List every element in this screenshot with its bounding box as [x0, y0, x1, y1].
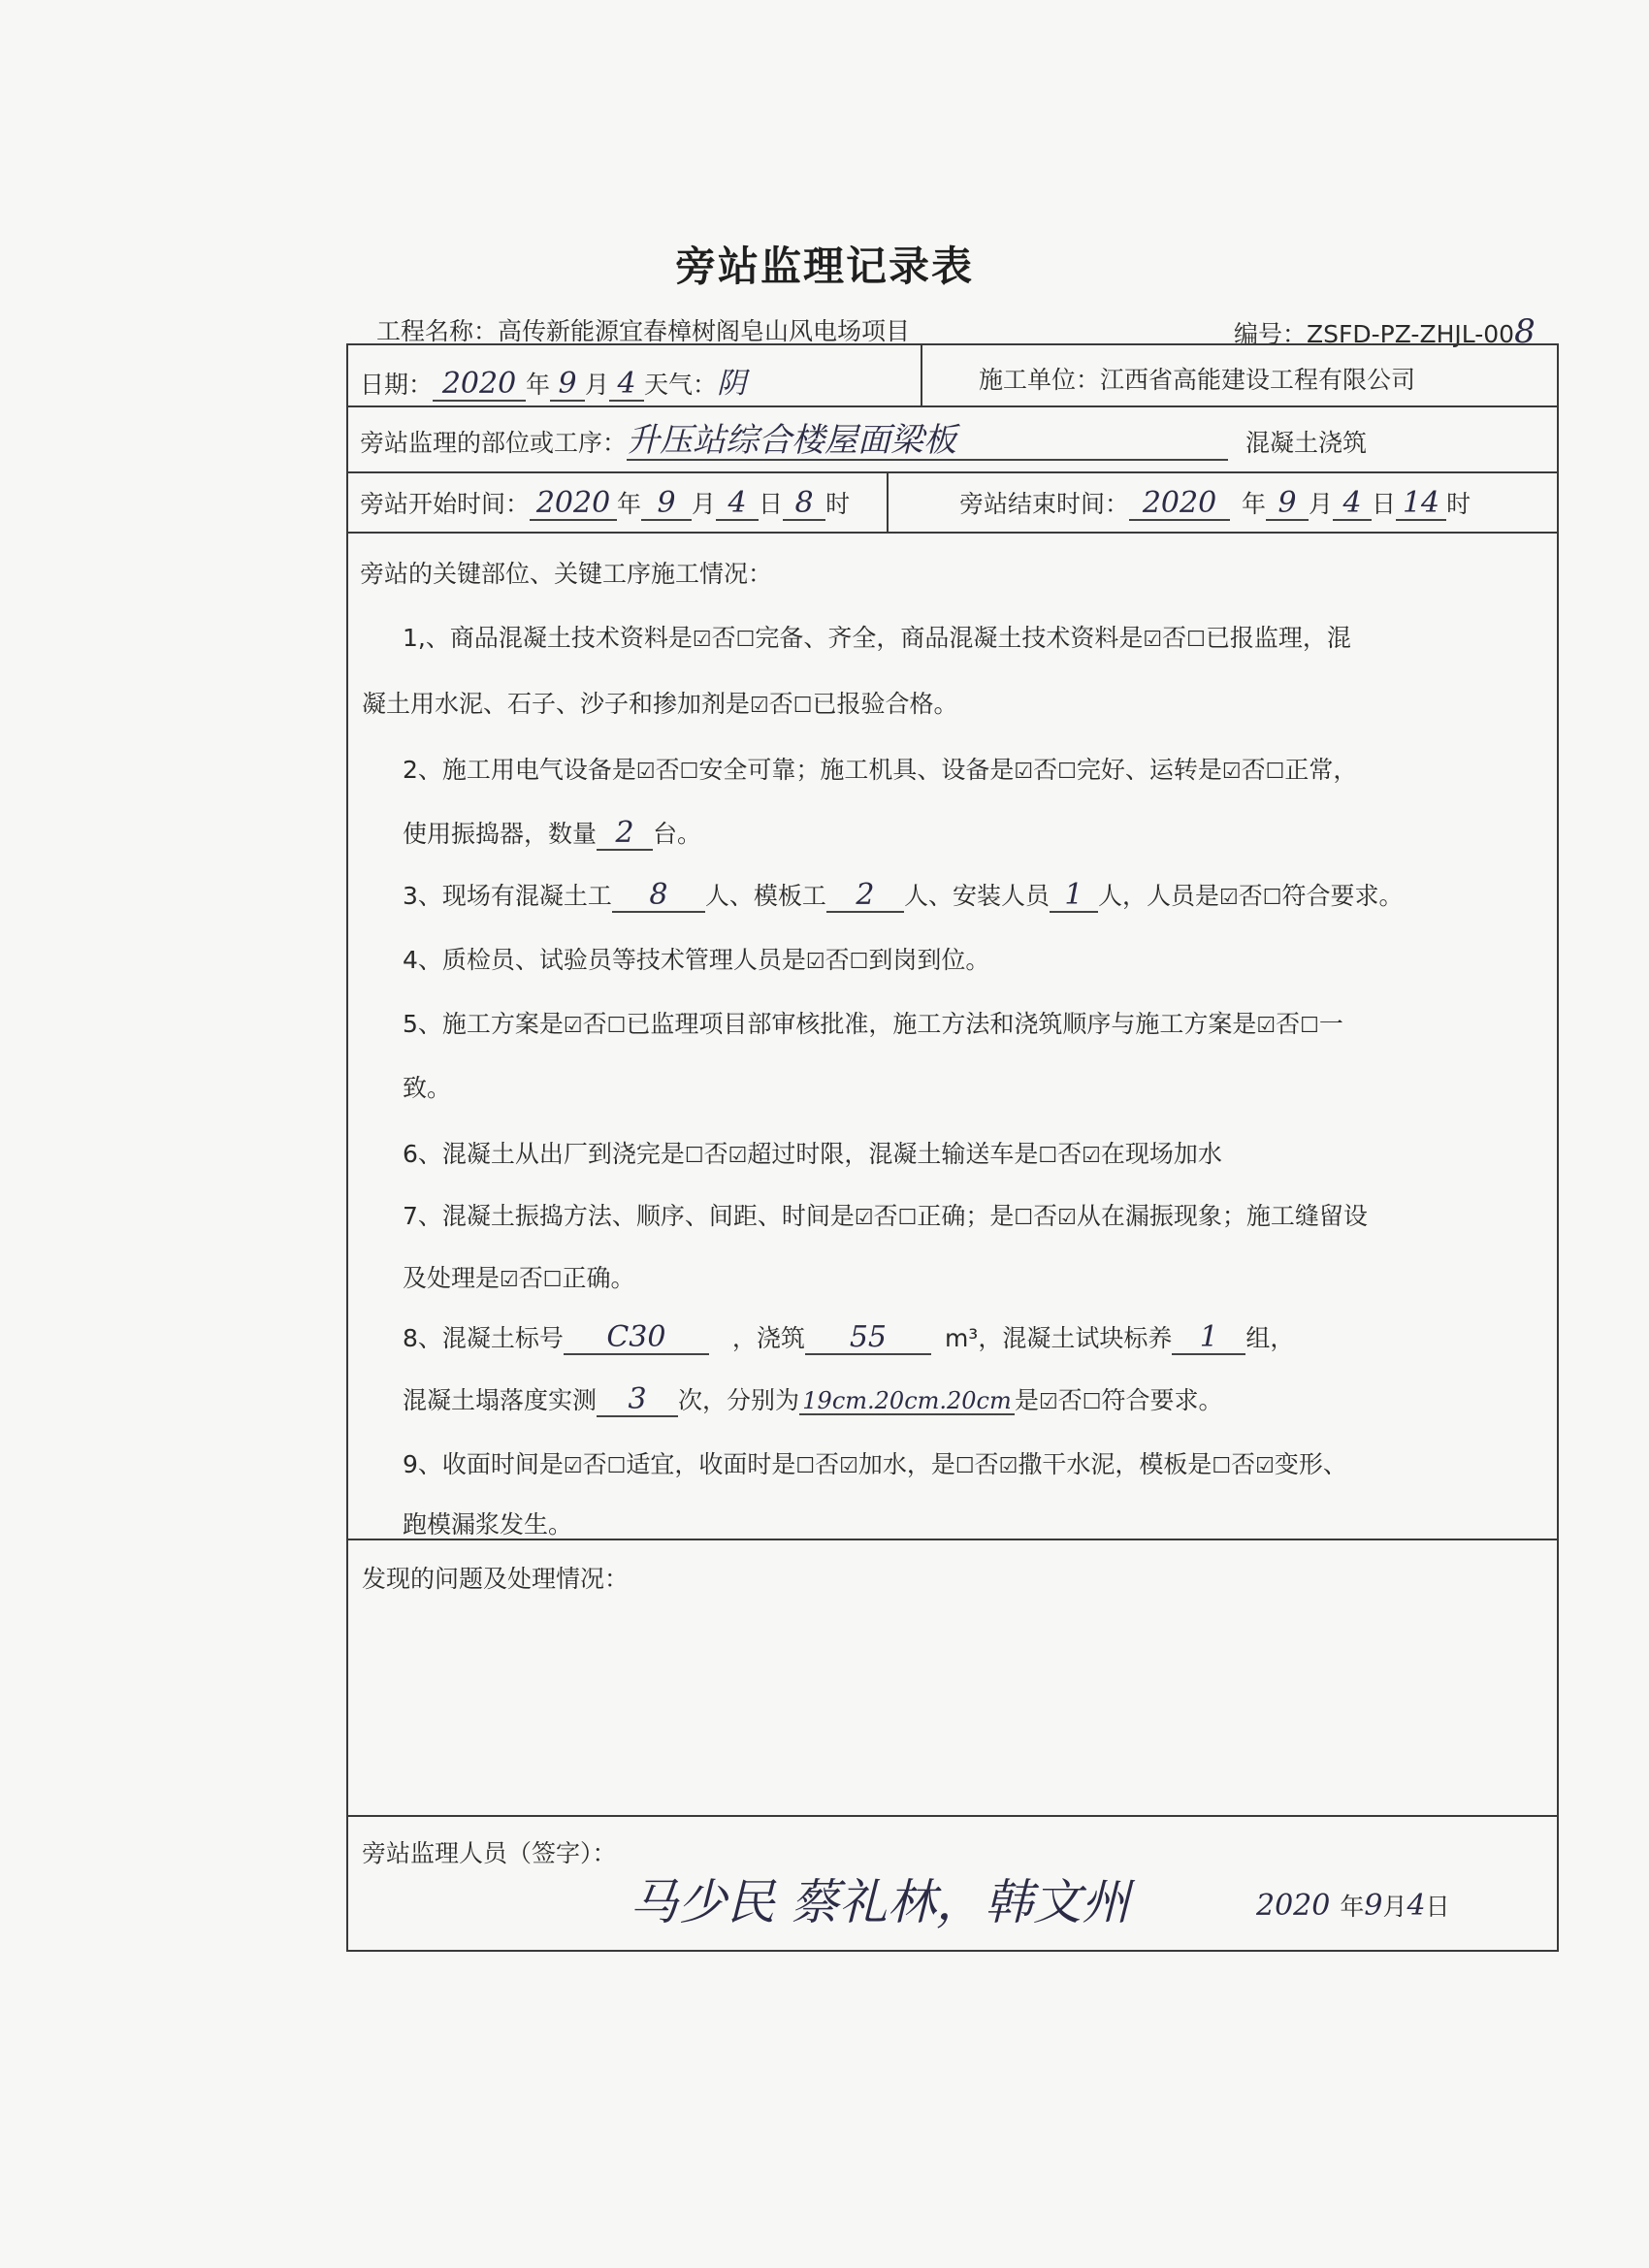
checkbox-checked: ☑: [563, 1014, 583, 1038]
checkbox-unchecked: ☐: [606, 1454, 627, 1478]
year-unit: 年: [617, 490, 642, 518]
day-unit: 日: [1425, 1893, 1450, 1921]
date-day: 4: [609, 368, 644, 402]
row-divider: [348, 405, 1557, 407]
checkbox-unchecked: ☐: [1300, 1014, 1319, 1038]
day-unit: 日: [759, 490, 784, 518]
checkbox-unchecked: ☐: [542, 1268, 563, 1292]
checkbox-unchecked: ☐: [1082, 1390, 1102, 1414]
checkbox-unchecked: ☐: [1038, 1144, 1058, 1168]
checkbox-unchecked: ☐: [795, 1454, 816, 1478]
location-label: 旁站监理的部位或工序：: [360, 429, 628, 457]
checkbox-unchecked: ☐: [849, 950, 869, 974]
checkbox-unchecked: ☐: [792, 694, 813, 718]
checkbox-unchecked: ☐: [1212, 1454, 1232, 1478]
location-cell: [360, 423, 1367, 461]
item-8-line-1: 8、混凝土标号 C30 ，浇筑 55 m³，混凝土试块标养 1 组，: [403, 1320, 1295, 1354]
checkbox-checked: ☑: [1082, 1144, 1101, 1168]
date-cell: [360, 359, 746, 402]
unit-value: 江西省高能建设工程有限公司: [1100, 366, 1416, 394]
checkbox-checked: ☑: [1014, 760, 1034, 784]
checkbox-checked: ☑: [500, 1268, 519, 1292]
checkbox-checked: ☑: [1039, 1390, 1058, 1414]
supervisor-signatures: 马少民 蔡礼林，韩文州: [630, 1874, 1130, 1930]
weather-label: 天气：: [644, 371, 718, 399]
month-unit: 月: [585, 371, 610, 399]
formwork-workers: 2: [826, 879, 904, 913]
item-3: 3、现场有混凝土工 8 人、模板工 2 人、安装人员 1 人，人员是☑否☐符合要求。: [403, 878, 1404, 912]
problems-label: 发现的问题及处理情况：: [362, 1565, 630, 1593]
date-label: 日期：: [360, 371, 434, 399]
checkbox-unchecked: ☐: [1262, 886, 1282, 910]
start-year: 2020: [530, 487, 617, 521]
item-9-line-1: 9、收面时间是☑否☐适宜，收面时是☐否☑加水，是☐否☑撒干水泥，模板是☐否☑变形、: [403, 1450, 1347, 1478]
end-day: 4: [1333, 487, 1372, 521]
row-divider: [348, 1815, 1557, 1817]
signature-day: 4: [1406, 1889, 1426, 1923]
start-label: 旁站开始时间：: [360, 490, 531, 518]
checkbox-checked: ☑: [998, 1454, 1018, 1478]
checkbox-unchecked: ☐: [1186, 628, 1206, 652]
checkbox-unchecked: ☐: [606, 1014, 627, 1038]
record-form: [346, 343, 1559, 1952]
signature-label: 旁站监理人员（签字）：: [362, 1839, 617, 1867]
code-value: ZSFD-PZ-ZHJL-00: [1307, 320, 1515, 348]
item-7-line-1: 7、混凝土振捣方法、顺序、间距、时间是☑否☐正确；是☐否☑从在漏振现象；施工缝留设: [403, 1202, 1368, 1230]
checkbox-checked: ☑: [750, 694, 769, 718]
checkbox-unchecked: ☐: [1014, 1206, 1034, 1230]
location-suffix: 混凝土浇筑: [1245, 429, 1368, 457]
end-year: 2020: [1129, 487, 1230, 521]
month-unit: 月: [1309, 490, 1334, 518]
code-handwritten-digit: 8: [1514, 312, 1536, 351]
year-unit: 年: [1340, 1893, 1365, 1921]
column-divider: [887, 471, 889, 532]
checkbox-unchecked: ☐: [1057, 760, 1077, 784]
checkbox-checked: ☑: [1256, 1014, 1277, 1038]
end-label: 旁站结束时间：: [959, 490, 1130, 518]
date-month: 9: [550, 368, 585, 402]
checkbox-unchecked: ☐: [735, 628, 756, 652]
date-year: 2020: [433, 368, 526, 402]
checkbox-checked: ☑: [635, 760, 656, 784]
checkbox-checked: ☑: [563, 1454, 583, 1478]
checkbox-checked: ☑: [1143, 628, 1163, 652]
end-time-cell: [959, 485, 1471, 521]
document-title: 旁站监理记录表: [674, 243, 974, 290]
checkbox-checked: ☑: [805, 950, 825, 974]
concrete-grade: C30: [564, 1321, 709, 1355]
item-4: 4、质检员、试验员等技术管理人员是☑否☐到岗到位。: [403, 946, 990, 974]
signature-date: [1256, 1888, 1450, 1923]
item-6: 6、混凝土从出厂到浇完是☐否☑超过时限，混凝土输送车是☐否☑在现场加水: [403, 1140, 1222, 1168]
weather-value: 阴: [717, 367, 747, 401]
day-unit: 日: [1372, 490, 1397, 518]
checkbox-checked: ☑: [728, 1144, 748, 1168]
location-value: 升压站综合楼屋面梁板: [627, 423, 1228, 461]
checkbox-unchecked: ☐: [1265, 760, 1285, 784]
pour-volume: 55: [805, 1321, 931, 1355]
checkbox-unchecked: ☐: [897, 1206, 918, 1230]
item-7-line-2: 及处理是☑否☐正确。: [403, 1264, 635, 1292]
checkbox-checked: ☑: [692, 628, 712, 652]
item-1-line-1: 1,、商品混凝土技术资料是☑否☐完备、齐全，商品混凝土技术资料是☑否☐已报监理，混: [403, 624, 1351, 652]
start-hour: 8: [783, 487, 825, 521]
end-hour: 14: [1396, 487, 1446, 521]
item-8-line-2: 混凝土塌落度实测 3 次，分别为 19cm.20cm.20cm 是☑否☐符合要求。: [403, 1382, 1223, 1416]
project-label: 工程名称：: [376, 317, 499, 345]
vibrator-quantity: 2: [597, 817, 653, 851]
row-divider: [348, 471, 1557, 473]
checkbox-checked: ☑: [854, 1206, 874, 1230]
item-9-line-2: 跑模漏浆发生。: [403, 1510, 573, 1539]
slump-values: 19cm.20cm.20cm: [799, 1388, 1015, 1415]
start-time-cell: [360, 485, 850, 521]
hour-unit: 时: [825, 490, 851, 518]
project-name-line: [376, 312, 910, 347]
checkbox-checked: ☑: [839, 1454, 858, 1478]
month-unit: 月: [692, 490, 717, 518]
checkbox-checked: ☑: [1057, 1206, 1077, 1230]
start-month: 9: [641, 487, 692, 521]
checkbox-unchecked: ☐: [954, 1454, 975, 1478]
item-5-line-2: 致。: [403, 1074, 452, 1102]
project-name: 高传新能源宜春樟树阁皂山风电场项目: [498, 317, 911, 345]
signature-month: 9: [1364, 1889, 1383, 1923]
column-divider: [921, 345, 922, 405]
test-block-groups: 1: [1172, 1321, 1245, 1355]
month-unit: 月: [1382, 1893, 1407, 1921]
checkbox-checked: ☑: [1221, 760, 1242, 784]
checkbox-unchecked: ☐: [684, 1144, 704, 1168]
signature-year: 2020: [1256, 1889, 1331, 1923]
code-label: 编号：: [1234, 320, 1308, 348]
concrete-workers: 8: [612, 879, 705, 913]
item-5-line-1: 5、施工方案是☑否☐已监理项目部审核批准，施工方法和浇筑顺序与施工方案是☑否☐一: [403, 1010, 1343, 1038]
year-unit: 年: [526, 371, 551, 399]
item-2-line-1: 2、施工用电气设备是☑否☐安全可靠；施工机具、设备是☑否☐完好、运转是☑否☐正常，: [403, 756, 1358, 784]
unit-label: 施工单位：: [979, 366, 1101, 394]
item-1-line-2: 凝土用水泥、石子、沙子和掺加剂是☑否☐已报验合格。: [362, 690, 958, 718]
start-day: 4: [716, 487, 759, 521]
checkbox-unchecked: ☐: [679, 760, 699, 784]
installers: 1: [1050, 879, 1098, 913]
checkbox-checked: ☑: [1255, 1454, 1275, 1478]
item-2-line-2: 使用振捣器，数量 2 台。: [403, 816, 702, 850]
year-unit: 年: [1242, 490, 1267, 518]
hour-unit: 时: [1446, 490, 1471, 518]
end-month: 9: [1266, 487, 1309, 521]
situation-heading: 旁站的关键部位、关键工序施工情况：: [360, 560, 773, 588]
situation-section: [348, 532, 1561, 1539]
slump-test-count: 3: [597, 1383, 678, 1417]
checkbox-checked: ☑: [1218, 886, 1239, 910]
construction-unit-cell: [979, 361, 1415, 396]
